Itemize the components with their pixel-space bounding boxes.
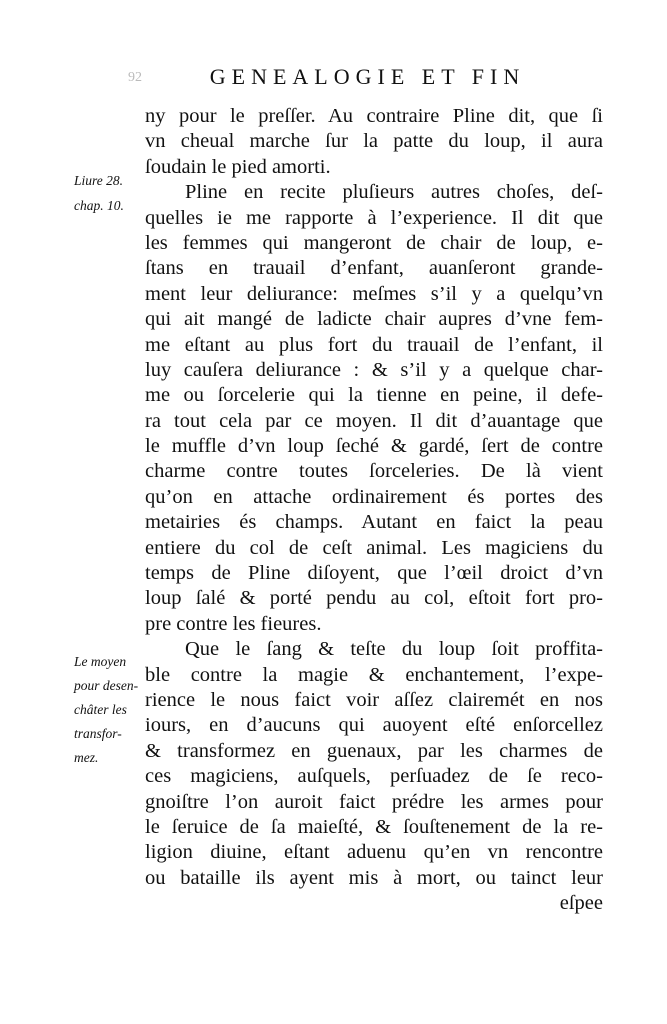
margin-note-line: chap. 10. <box>74 198 124 214</box>
catchword: eſpee <box>559 892 603 915</box>
text-line: ou bataille ils ayent mis à mort, ou tainct leur <box>145 866 603 889</box>
text-line: ſoudain le pied amorti. <box>145 155 331 178</box>
margin-note-moyen <box>74 650 138 770</box>
text-line: les femmes qui mangeront de chair de loup, e- <box>145 231 603 254</box>
text-line: ces magiciens, auſquels, perſuadez de ſe reco- <box>145 765 603 788</box>
text-line: vn cheual marche ſur la patte du loup, il aura <box>145 130 603 153</box>
text-line: ment leur deliurance: meſmes s’il y a quelqu’vn <box>145 282 603 305</box>
margin-note-line: pour desen- <box>74 678 139 693</box>
text-line: ble contre la magie & enchantement, l’expe- <box>145 663 603 686</box>
text-line: ra tout cela par ce moyen. Il dit d’auantage que <box>145 409 603 432</box>
margin-note-line: Le moyen <box>74 654 127 669</box>
text-line: me eſtant au plus fort du trauail de l’enfant, il <box>145 333 603 356</box>
page-number: 92 <box>128 70 142 85</box>
text-line: le muffle d’vn loup ſeché & gardé, ſert de contre <box>145 435 603 458</box>
text-line: Que le ſang & teſte du loup ſoit proffita- <box>185 638 603 661</box>
text-line: loup ſalé & porté pendu au col, eſtoit fort pro- <box>145 587 603 610</box>
text-line: Pline en recite pluſieurs autres choſes, deſ- <box>185 181 603 204</box>
running-title: GENEALOGIE ET FIN <box>209 64 526 89</box>
text-line: pre contre les fieures. <box>145 612 322 635</box>
text-line: me ou ſorcelerie qui la tienne en peine, il defe- <box>145 384 603 407</box>
margin-note-line: transfor- <box>74 726 122 741</box>
margin-note-line: Liure 28. <box>74 173 124 188</box>
text-line: qu’on en attache ordinairement és portes des <box>145 485 603 508</box>
margin-note-reference <box>74 168 124 219</box>
text-line: gnoiſtre l’on auroit faict prédre les armes pour <box>145 790 603 813</box>
text-line: charme contre toutes ſorceleries. De là vient <box>145 460 603 483</box>
text-line: entiere du col de ceſt animal. Les magiciens du <box>145 536 603 559</box>
text-line: & transformez en guenaux, par les charmes de <box>145 739 603 762</box>
text-line: temps de Pline diſoyent, que l’œil droict d’vn <box>145 562 603 585</box>
text-line: iours, en d’aucuns qui auoyent eſté enſorcellez <box>145 714 603 737</box>
text-line: ligion diuine, eſtant aduenu qu’en vn rencontre <box>145 841 603 864</box>
text-line: ny pour le preſſer. Au contraire Pline dit, que ſi <box>145 105 603 127</box>
text-line: metairies és champs. Autant en faict la peau <box>145 511 603 534</box>
margin-note-line: châter les <box>74 702 127 717</box>
text-line: rience le nous faict voir aſſez clairemét en nos <box>145 688 603 711</box>
margin-note-line: mez. <box>74 750 99 765</box>
text-line: quelles ie me rapporte à l’experience. Il dit que <box>145 206 603 229</box>
text-line: luy cauſera deliurance : & s’il y a quelque char- <box>145 358 603 381</box>
body-text <box>145 104 603 917</box>
text-line: qui ait mangé de ladicte chair aupres d’vne fem- <box>145 308 603 331</box>
text-line: ſtans en trauail d’enfant, auanſeront grande- <box>145 257 603 280</box>
text-line: le ſeruice de ſa maieſté, & ſouſtenement de la re- <box>145 815 603 838</box>
